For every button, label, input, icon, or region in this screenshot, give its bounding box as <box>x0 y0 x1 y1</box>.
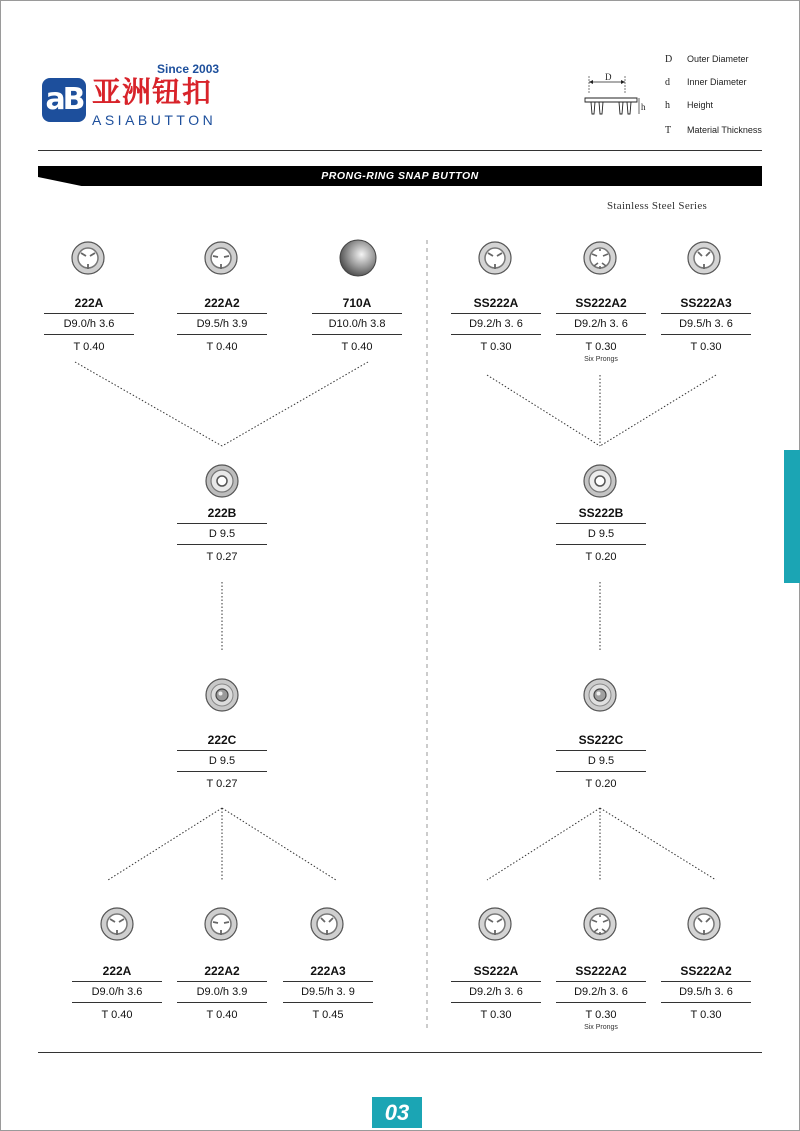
stud-icon <box>582 677 618 713</box>
product-note: Six Prongs <box>584 1024 618 1031</box>
series-label: Stainless Steel Series <box>607 200 708 212</box>
product-thickness: T 0.45 <box>312 1009 344 1021</box>
product-code: 222B <box>207 506 237 520</box>
side-tab-marker <box>784 450 800 583</box>
product-thickness: T 0.20 <box>585 551 617 563</box>
prong-ring-icon <box>477 906 513 942</box>
product-item <box>556 732 646 793</box>
product-thickness: T 0.40 <box>73 341 105 353</box>
product-thickness: T 0.30 <box>585 1009 617 1021</box>
product-dimension: D9.2/h 3. 6 <box>556 981 646 1003</box>
product-thickness: T 0.27 <box>206 778 238 790</box>
product-code: 222A2 <box>204 296 240 310</box>
product-thickness: T 0.30 <box>690 341 722 353</box>
product-dimension: D 9.5 <box>556 523 646 545</box>
legend-label: Height <box>687 100 714 110</box>
prong-ring-icon <box>203 240 239 276</box>
product-thickness: T 0.30 <box>480 341 512 353</box>
legend-symbol: T <box>665 125 672 136</box>
diagram-d-label: D <box>605 72 612 82</box>
prong-ring-icon <box>309 906 345 942</box>
product-item <box>177 295 267 356</box>
product-dimension: D 9.5 <box>556 750 646 772</box>
product-item <box>556 505 646 566</box>
product-code: 222A3 <box>310 964 346 978</box>
legend-label: Material Thickness <box>687 125 762 135</box>
footer-divider <box>38 1052 762 1053</box>
socket-icon <box>582 463 618 499</box>
socket-icon <box>204 463 240 499</box>
product-code: SS222A2 <box>680 964 732 978</box>
product-code: SS222A2 <box>575 964 627 978</box>
product-item <box>451 963 541 1024</box>
brand-name-cn: 亚洲钮扣 <box>92 75 213 109</box>
legend-label: Inner Diameter <box>687 77 747 87</box>
product-dimension: D9.0/h 3.6 <box>44 313 134 335</box>
product-code: SS222A <box>473 296 519 310</box>
prong-ring-icon <box>70 240 106 276</box>
product-item <box>283 963 373 1024</box>
product-item <box>312 295 402 356</box>
product-dimension: D 9.5 <box>177 523 267 545</box>
product-dimension: D9.2/h 3. 6 <box>451 313 541 335</box>
product-dimension: D9.5/h 3. 9 <box>283 981 373 1003</box>
product-thickness: T 0.40 <box>206 1009 238 1021</box>
product-thickness: T 0.30 <box>690 1009 722 1021</box>
product-thickness: T 0.40 <box>341 341 373 353</box>
product-code: SS222A2 <box>575 296 627 310</box>
product-thickness: T 0.40 <box>101 1009 133 1021</box>
product-item <box>44 295 134 356</box>
legend-symbol: D <box>665 54 673 65</box>
product-item <box>556 963 646 1032</box>
product-code: SS222A <box>473 964 519 978</box>
product-dimension: D 9.5 <box>177 750 267 772</box>
brand-logo-badge: aB <box>42 78 86 122</box>
stud-icon <box>204 677 240 713</box>
legend-symbol: d <box>665 77 670 88</box>
product-dimension: D9.5/h 3. 6 <box>661 981 751 1003</box>
product-code: 222A <box>74 296 104 310</box>
product-code: 222A <box>102 964 132 978</box>
page-number: 03 <box>372 1097 422 1128</box>
product-item <box>451 295 541 356</box>
product-item <box>556 295 646 364</box>
product-item <box>177 505 267 566</box>
product-thickness: T 0.20 <box>585 778 617 790</box>
product-dimension: D9.0/h 3.9 <box>177 981 267 1003</box>
section-title: PRONG-RING SNAP BUTTON <box>321 170 479 182</box>
product-code: SS222A3 <box>680 296 732 310</box>
brand-name-en: ASIABUTTON <box>92 112 217 128</box>
product-item <box>177 732 267 793</box>
prong-ring-icon <box>99 906 135 942</box>
product-thickness: T 0.27 <box>206 551 238 563</box>
product-item <box>661 963 751 1024</box>
product-dimension: D10.0/h 3.8 <box>312 313 402 335</box>
product-item <box>661 295 751 356</box>
product-code: 710A <box>342 296 372 310</box>
prong-ring-icon <box>477 240 513 276</box>
product-note: Six Prongs <box>584 356 618 363</box>
product-dimension: D9.2/h 3. 6 <box>556 313 646 335</box>
product-code: 222A2 <box>204 964 240 978</box>
legend-label: Outer Diameter <box>687 54 749 64</box>
product-code: SS222B <box>578 506 624 520</box>
product-thickness: T 0.30 <box>480 1009 512 1021</box>
product-dimension: D9.5/h 3. 6 <box>661 313 751 335</box>
product-item <box>177 963 267 1024</box>
product-code: 222C <box>207 733 237 747</box>
prong-ring-icon <box>686 906 722 942</box>
product-dimension: D9.0/h 3.6 <box>72 981 162 1003</box>
prong-ring-icon <box>582 240 618 276</box>
product-code: SS222C <box>578 733 624 747</box>
prong-ring-icon <box>203 906 239 942</box>
prong-ring-icon <box>686 240 722 276</box>
product-item <box>72 963 162 1024</box>
diagram-h-label: h <box>641 102 646 112</box>
prong-ring-icon <box>582 906 618 942</box>
product-dimension: D9.2/h 3. 6 <box>451 981 541 1003</box>
pearl-cap-icon <box>338 238 378 278</box>
legend-symbol: h <box>665 100 670 111</box>
brand-since: Since 2003 <box>157 62 220 76</box>
product-thickness: T 0.40 <box>206 341 238 353</box>
product-dimension: D9.5/h 3.9 <box>177 313 267 335</box>
product-thickness: T 0.30 <box>585 341 617 353</box>
